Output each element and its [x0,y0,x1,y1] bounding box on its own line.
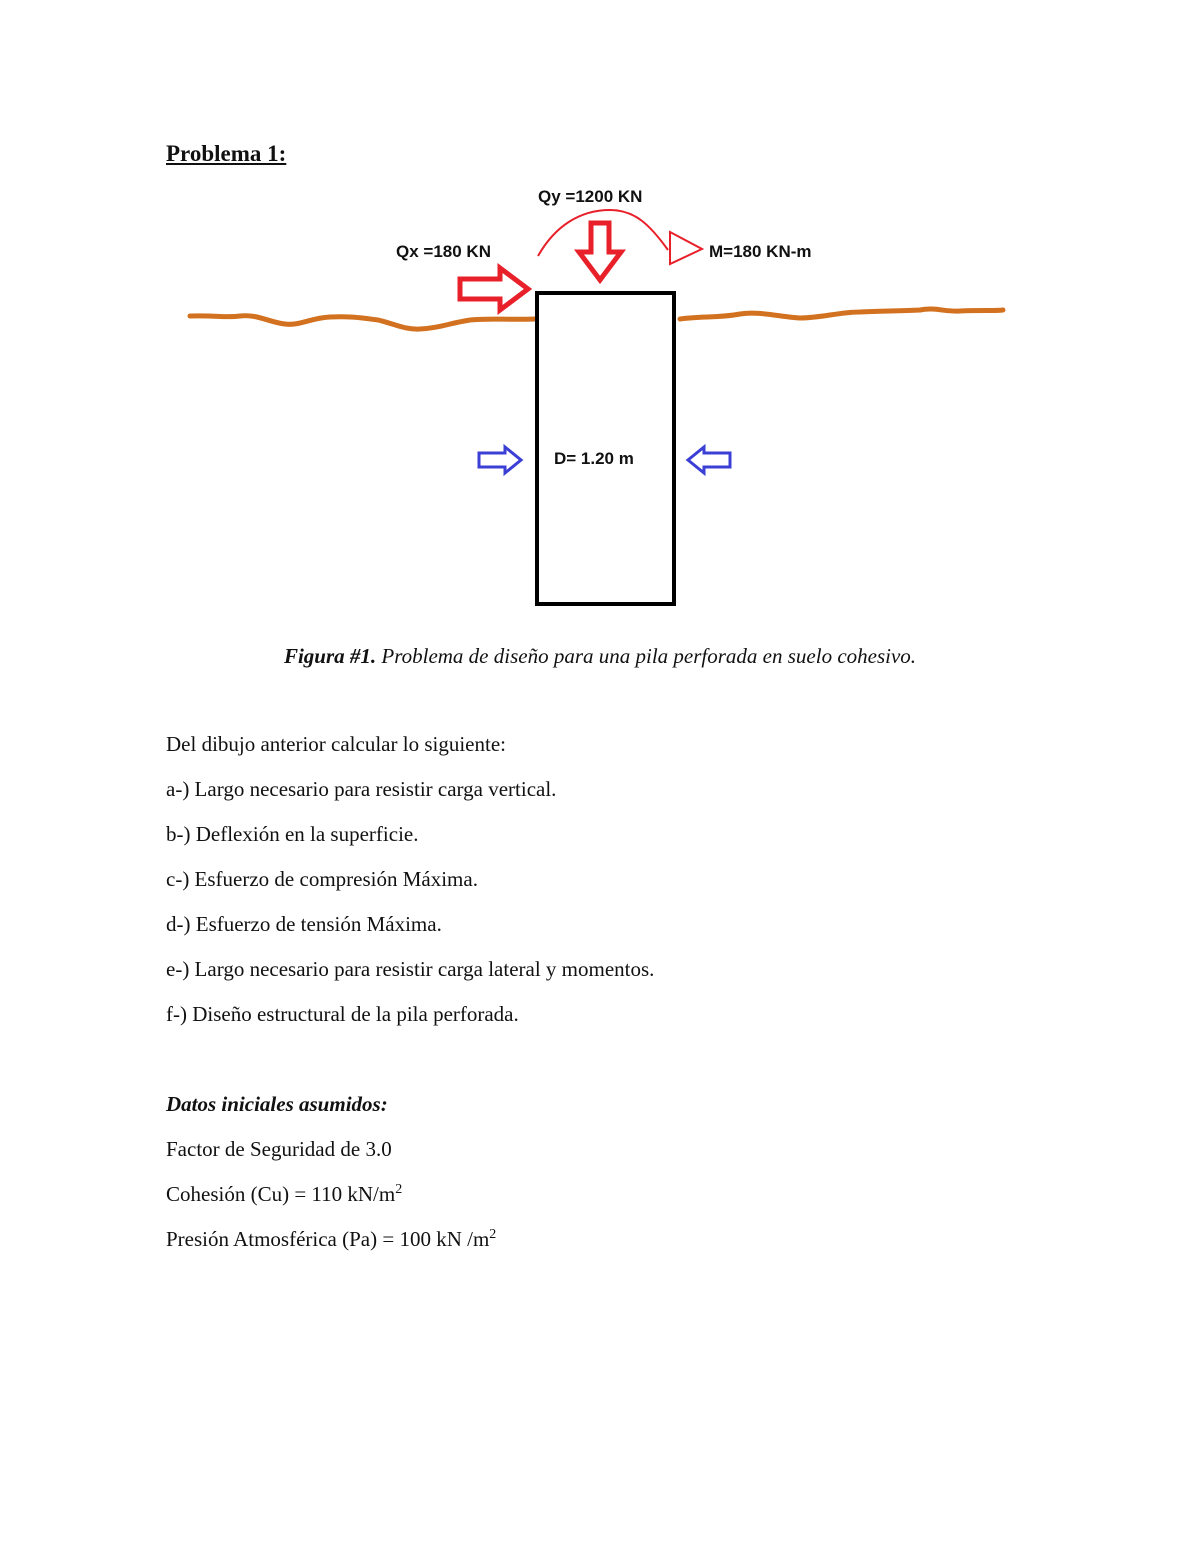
tasks-intro: Del dibujo anterior calcular lo siguiente: [166,732,506,756]
caption-label: Figura #1. [283,644,377,668]
pressure-text: Presión Atmosférica (Pa) = 100 kN /m [166,1227,490,1251]
pressure-exponent: 2 [489,1227,497,1242]
problem-title: Problema 1: [166,141,287,166]
pressure-line [166,1224,496,1254]
horizontal-load-label: Qx =180 KN [396,242,491,261]
task-item-f: f-) Diseño estructural de la pila perforada. [166,1002,519,1026]
initial-data-heading: Datos iniciales asumidos: [166,1092,388,1116]
soil-pressure-arrow-right [688,447,730,473]
ground-line-left [190,316,535,329]
task-item-d: d-) Esfuerzo de tensión Máxima. [166,912,442,936]
soil-pressure-arrow-left [479,447,521,473]
task-item-b: b-) Deflexión en la superficie. [166,822,419,846]
moment-label: M=180 KN-m [709,242,812,261]
moment-arrowhead [670,232,702,264]
task-item-c: c-) Esfuerzo de compresión Máxima. [166,867,478,891]
pile-diagram-svg [0,0,1200,640]
ground-line-right [680,309,1003,319]
pile-diagram [0,0,1200,640]
figure-caption [0,640,1200,672]
pile-diameter-label: D= 1.20 m [554,449,634,468]
task-item-a: a-) Largo necesario para resistir carga vertical. [166,777,557,801]
caption-text: Problema de diseño para una pila perforada en suelo cohesivo. [381,644,917,668]
cohesion-text: Cohesión (Cu) = 110 kN/m [166,1182,396,1206]
safety-factor-line: Factor de Seguridad de 3.0 [166,1137,392,1161]
task-item-e: e-) Largo necesario para resistir carga lateral y momentos. [166,957,655,981]
cohesion-line [166,1179,402,1209]
horizontal-load-arrow [460,268,528,310]
vertical-load-label: Qy =1200 KN [538,187,643,206]
cohesion-exponent: 2 [395,1182,403,1197]
vertical-load-arrow [579,223,621,280]
